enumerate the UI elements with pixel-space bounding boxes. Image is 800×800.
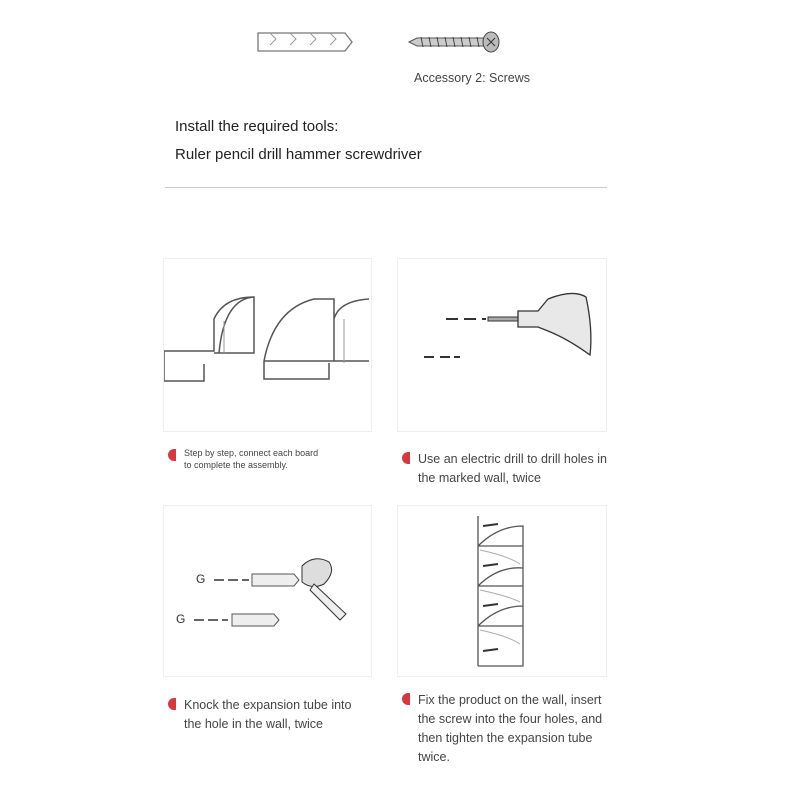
tools-heading: Install the required tools: — [175, 118, 339, 135]
step2-caption: Use an electric drill to drill holes in the marked wall, twice — [402, 450, 622, 488]
expansion-anchor-icon — [250, 25, 360, 60]
bullet-marker — [402, 693, 410, 705]
step2-illustration — [397, 258, 607, 432]
divider — [165, 187, 607, 188]
accessory-caption: Accessory 2: Screws — [414, 71, 531, 85]
bullet-marker — [168, 698, 176, 710]
step1-illustration — [163, 258, 372, 432]
bullet-marker — [168, 449, 176, 461]
step4-illustration — [397, 505, 607, 677]
bullet-marker — [402, 452, 410, 464]
step3-illustration — [163, 505, 372, 677]
hole-label-g: G — [196, 572, 206, 586]
tools-list: Ruler pencil drill hammer screwdriver — [175, 146, 422, 163]
screw-icon — [405, 25, 505, 60]
step3-caption: Knock the expansion tube into the hole in the wall, twice — [168, 696, 368, 734]
step4-caption: Fix the product on the wall, insert the screw into the four holes, and then tighten the expansion tube twice. — [402, 691, 622, 767]
step1-caption: Step by step, connect each board to complete the assembly. — [168, 447, 328, 471]
hole-label-g: G — [176, 612, 186, 626]
